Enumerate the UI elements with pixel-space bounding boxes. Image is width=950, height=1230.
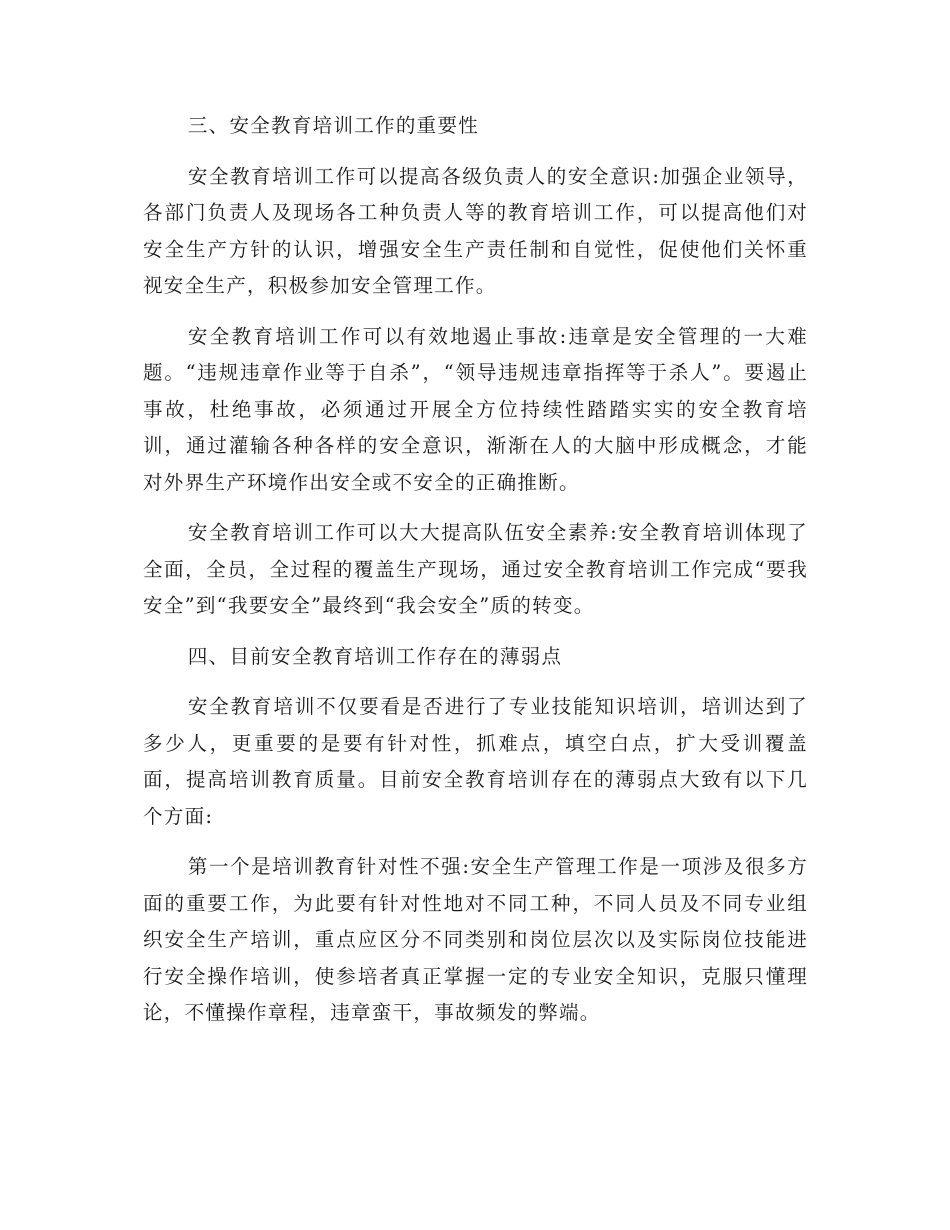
section-heading-weak-points: 四、目前安全教育培训工作存在的薄弱点 — [187, 644, 563, 668]
document-body — [143, 108, 808, 1046]
paragraph-accident-prevention: 安全教育培训工作可以有效地遏止事故:违章是安全管理的一大难题。“违规违章作业等于自杀”，“领导违规违章指挥等于杀人”。要遏止事故，杜绝事故，必须通过开展全方位持续性踏踏实实的安全教育培训，通过灌输各种各样的安全意识，渐渐在人的大脑中形成概念，才能对外界生产环境作出安全或不安全的正确推断。 — [143, 324, 808, 494]
paragraph-leadership-awareness: 安全教育培训工作可以提高各级负责人的安全意识:加强企业领导，各部门负责人及现场各工种负责人等的教育培训工作，可以提高他们对安全生产方针的认识，增强安全生产责任制和自觉性，促使他们关怀重视安全生产，积极参加安全管理工作。 — [143, 164, 808, 297]
paragraph-weak-points-intro: 安全教育培训不仅要看是否进行了专业技能知识培训，培训达到了多少人，更重要的是要有针对性，抓难点，填空白点，扩大受训覆盖面，提高培训教育质量。目前安全教育培训存在的薄弱点大致有以下几个方面: — [143, 695, 808, 828]
paragraph-weak-point-one: 第一个是培训教育针对性不强:安全生产管理工作是一项涉及很多方面的重要工作，为此要有针对性地对不同工种，不同人员及不同专业组织安全生产培训，重点应区分不同类别和岗位层次以及实际岗位技能进行安全操作培训，使参培者真正掌握一定的专业安全知识，克服只懂理论，不懂操作章程，违章蛮干，事故频发的弊端。 — [143, 855, 808, 1024]
section-heading-importance: 三、安全教育培训工作的重要性 — [187, 114, 480, 137]
paragraph-team-quality: 安全教育培训工作可以大大提高队伍安全素养:安全教育培训体现了全面，全员，全过程的覆盖生产现场，通过安全教育培训工作完成“要我安全”到“我要安全”最终到“我会安全”质的转变。 — [143, 521, 808, 617]
